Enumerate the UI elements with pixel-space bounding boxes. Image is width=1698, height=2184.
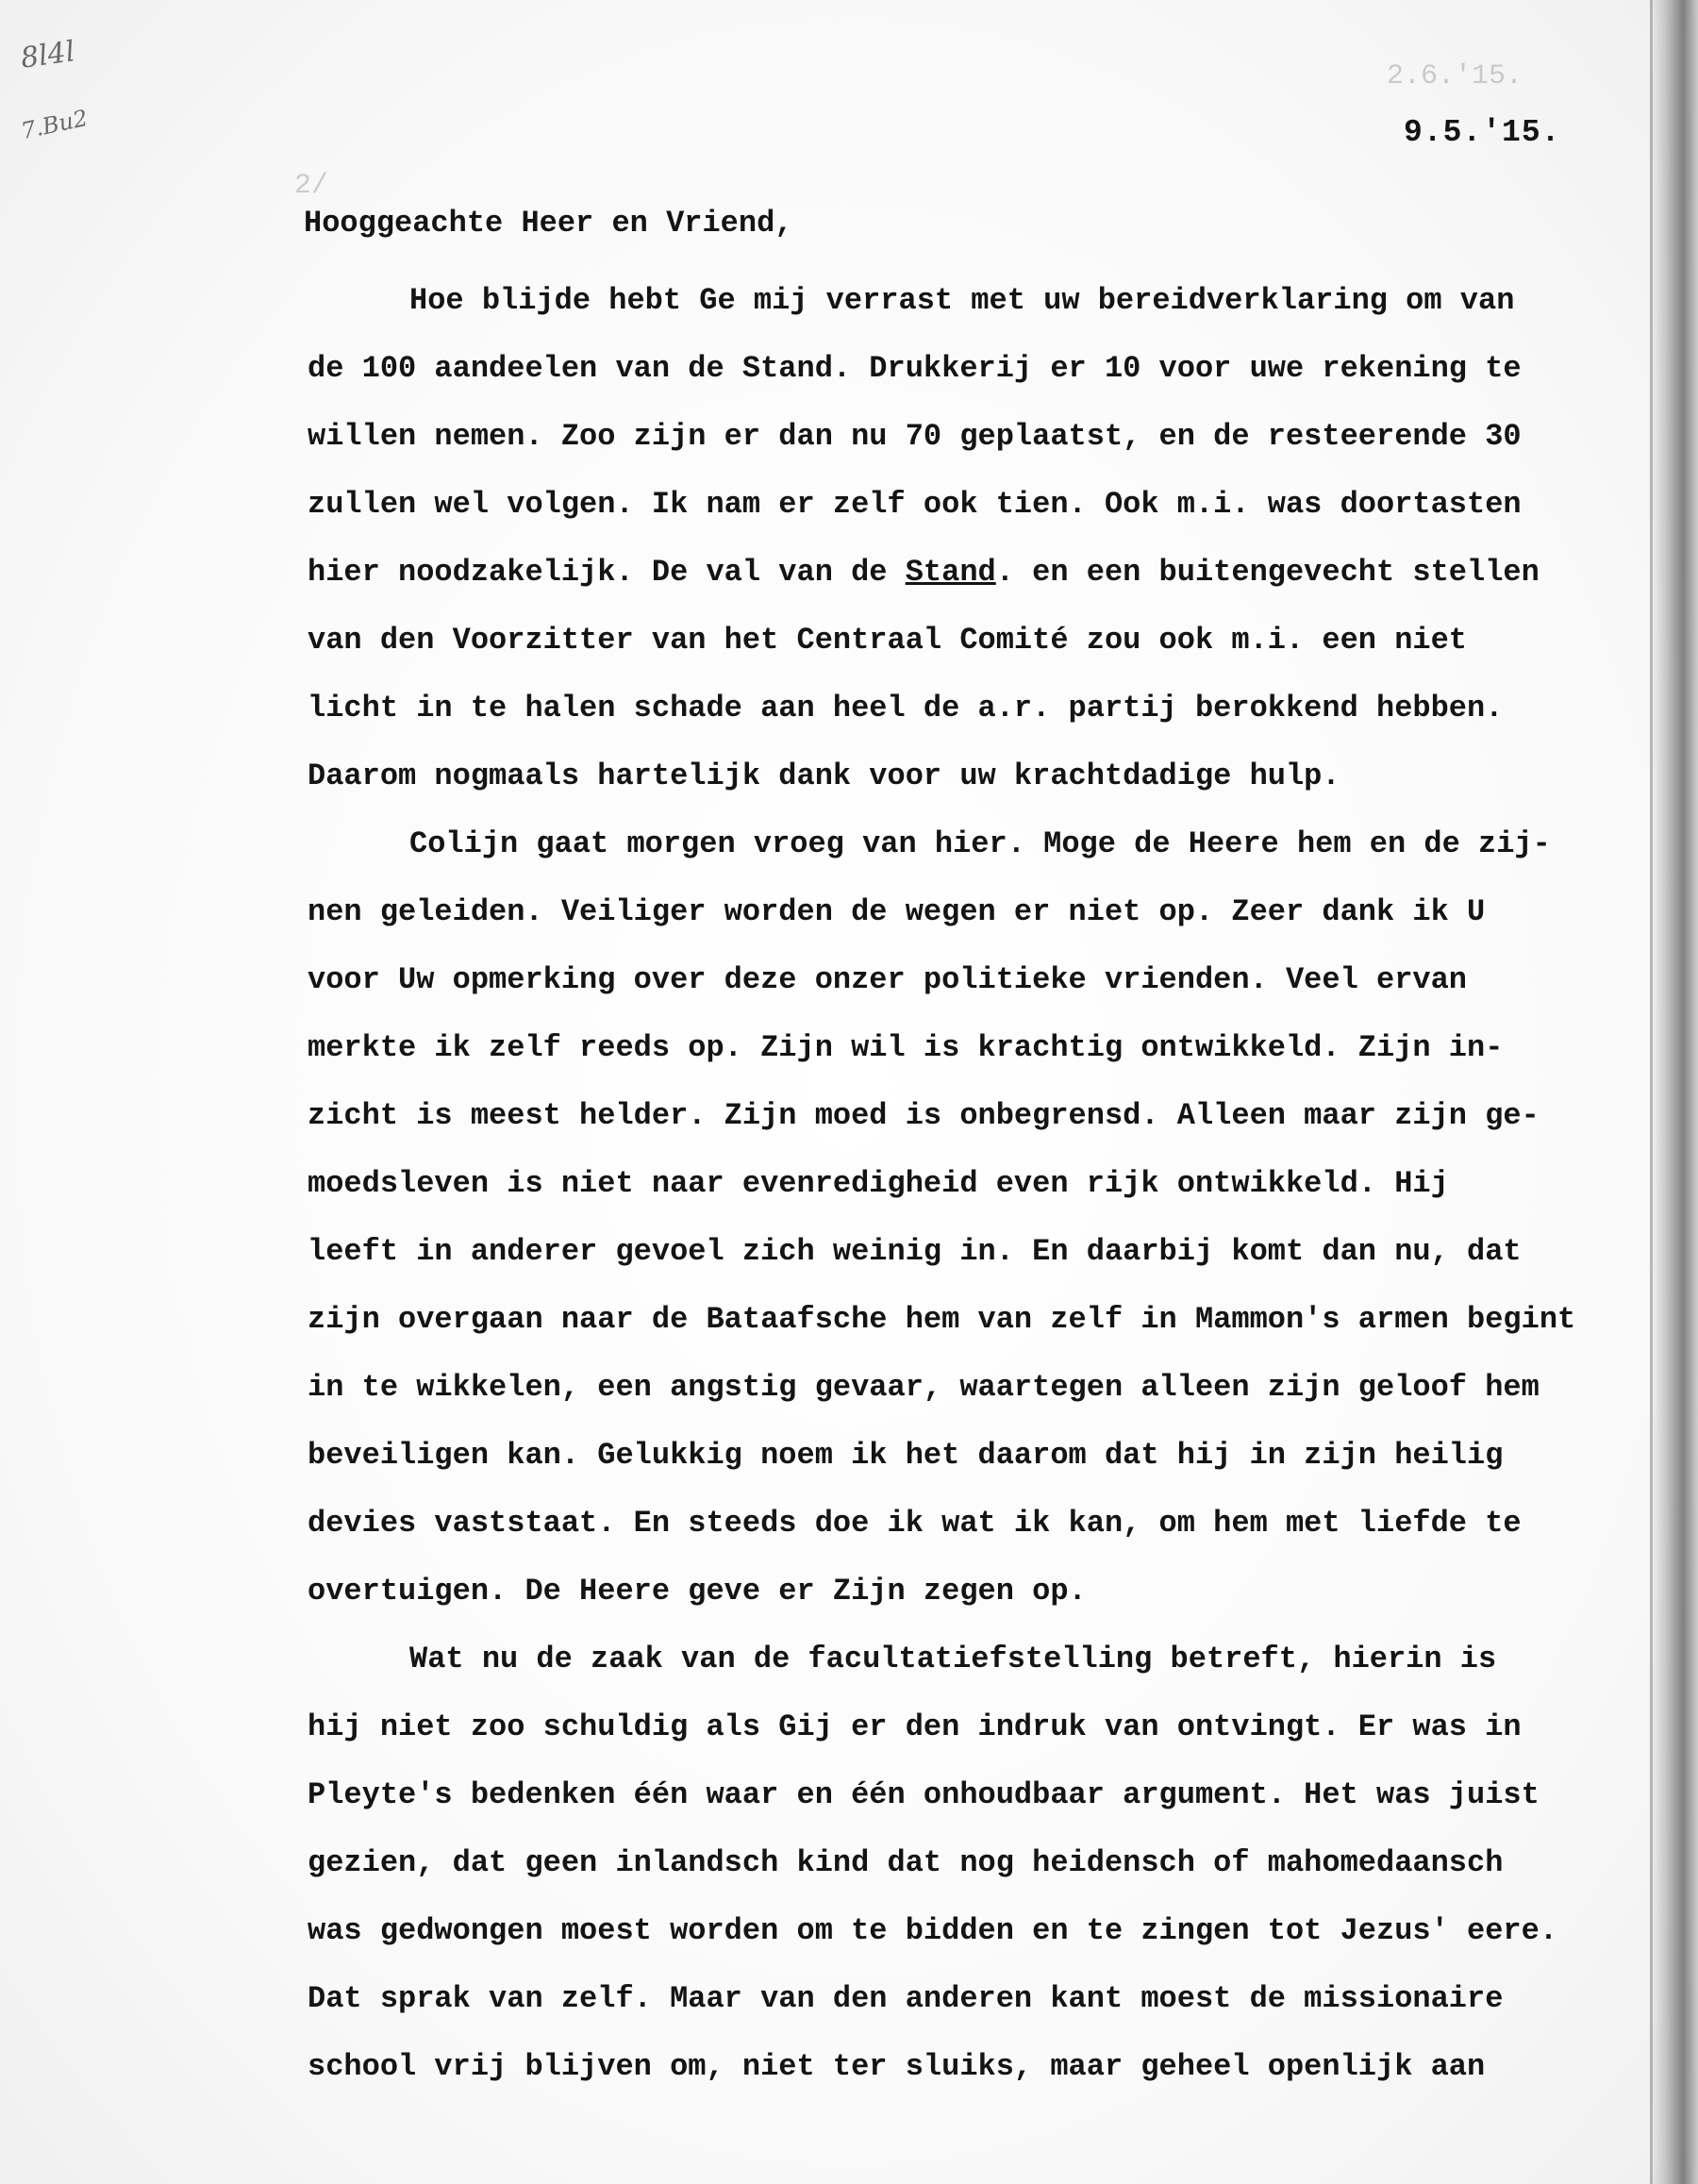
body-line: gezien, dat geen inlandsch kind dat nog heidensch of mahomedaansch — [308, 1845, 1504, 1880]
salutation: Hooggeachte Heer en Vriend, — [304, 206, 793, 241]
body-line: moedsleven is niet naar evenredigheid even rijk ontwikkeld. Hij — [308, 1166, 1449, 1201]
body-text: hier noodzakelijk. De val van de — [308, 555, 906, 590]
body-line: Dat sprak van zelf. Maar van den anderen kant moest de missionaire — [308, 1981, 1504, 2016]
body-line: van den Voorzitter van het Centraal Comité zou ook m.i. een niet — [308, 623, 1467, 658]
body-line: merkte ik zelf reeds op. Zijn wil is krachtig ontwikkeld. Zijn in- — [308, 1030, 1504, 1065]
bleed-through-page-number: 2/ — [294, 170, 329, 202]
body-text: . en een buitengevecht stellen — [995, 555, 1540, 590]
body-line: licht in te halen schade aan heel de a.r. partij berokkend hebben. — [308, 691, 1504, 725]
archive-margin-note-2: 7.Bu2 — [18, 104, 91, 145]
body-line: voor Uw opmerking over deze onzer politieke vrienden. Veel ervan — [308, 962, 1467, 997]
body-line: Pleyte's bedenken één waar en één onhoudbaar argument. Het was juist — [308, 1777, 1540, 1812]
body-line: overtuigen. De Heere geve er Zijn zegen op. — [308, 1574, 1087, 1609]
body-line: willen nemen. Zoo zijn er dan nu 70 geplaatst, en de resteerende 30 — [308, 419, 1522, 454]
body-line: nen geleiden. Veiliger worden de wegen er niet op. Zeer dank ik U — [308, 894, 1486, 929]
archive-margin-note: 8l4l — [18, 35, 77, 75]
body-line: de 100 aandeelen van de Stand. Drukkerij er 10 voor uwe rekening te — [308, 351, 1522, 386]
body-line: beveiligen kan. Gelukkig noem ik het daarom dat hij in zijn heilig — [308, 1438, 1504, 1473]
body-line — [308, 555, 1540, 590]
body-line: leeft in anderer gevoel zich weinig in. En daarbij komt dan nu, dat — [308, 1234, 1522, 1269]
page-edge-line — [1650, 0, 1653, 2184]
body-line: Wat nu de zaak van de facultatiefstelling betreft, hierin is — [409, 1642, 1497, 1676]
body-line: hij niet zoo schuldig als Gij er den indruk van ontvingt. Er was in — [308, 1709, 1522, 1744]
body-line: in te wikkelen, een angstig gevaar, waartegen alleen zijn geloof hem — [308, 1370, 1540, 1405]
body-line: Colijn gaat morgen vroeg van hier. Moge de Heere hem en de zij- — [409, 826, 1551, 861]
body-line: was gedwongen moest worden om te bidden en te zingen tot Jezus' eere. — [308, 1913, 1558, 1948]
body-line: zijn overgaan naar de Bataafsche hem van zelf in Mammon's armen begint — [308, 1302, 1576, 1337]
body-line: Daarom nogmaals hartelijk dank voor uw krachtdadige hulp. — [308, 759, 1340, 793]
bleed-through-date: 2.6.'15. — [1387, 60, 1523, 92]
underlined-word: Stand — [905, 555, 996, 590]
body-line: school vrij blijven om, niet ter sluiks, maar geheel openlijk aan — [308, 2049, 1486, 2084]
body-line: zullen wel volgen. Ik nam er zelf ook tien. Ook m.i. was doortasten — [308, 487, 1522, 522]
body-line: Hoe blijde hebt Ge mij verrast met uw bereidverklaring om van — [409, 283, 1515, 318]
page-edge-shadow — [1649, 0, 1698, 2184]
body-line: zicht is meest helder. Zijn moed is onbegrensd. Alleen maar zijn ge- — [308, 1098, 1540, 1133]
body-line: devies vaststaat. En steeds doe ik wat ik kan, om hem met liefde te — [308, 1506, 1522, 1541]
letter-date: 9.5.'15. — [1404, 115, 1561, 150]
